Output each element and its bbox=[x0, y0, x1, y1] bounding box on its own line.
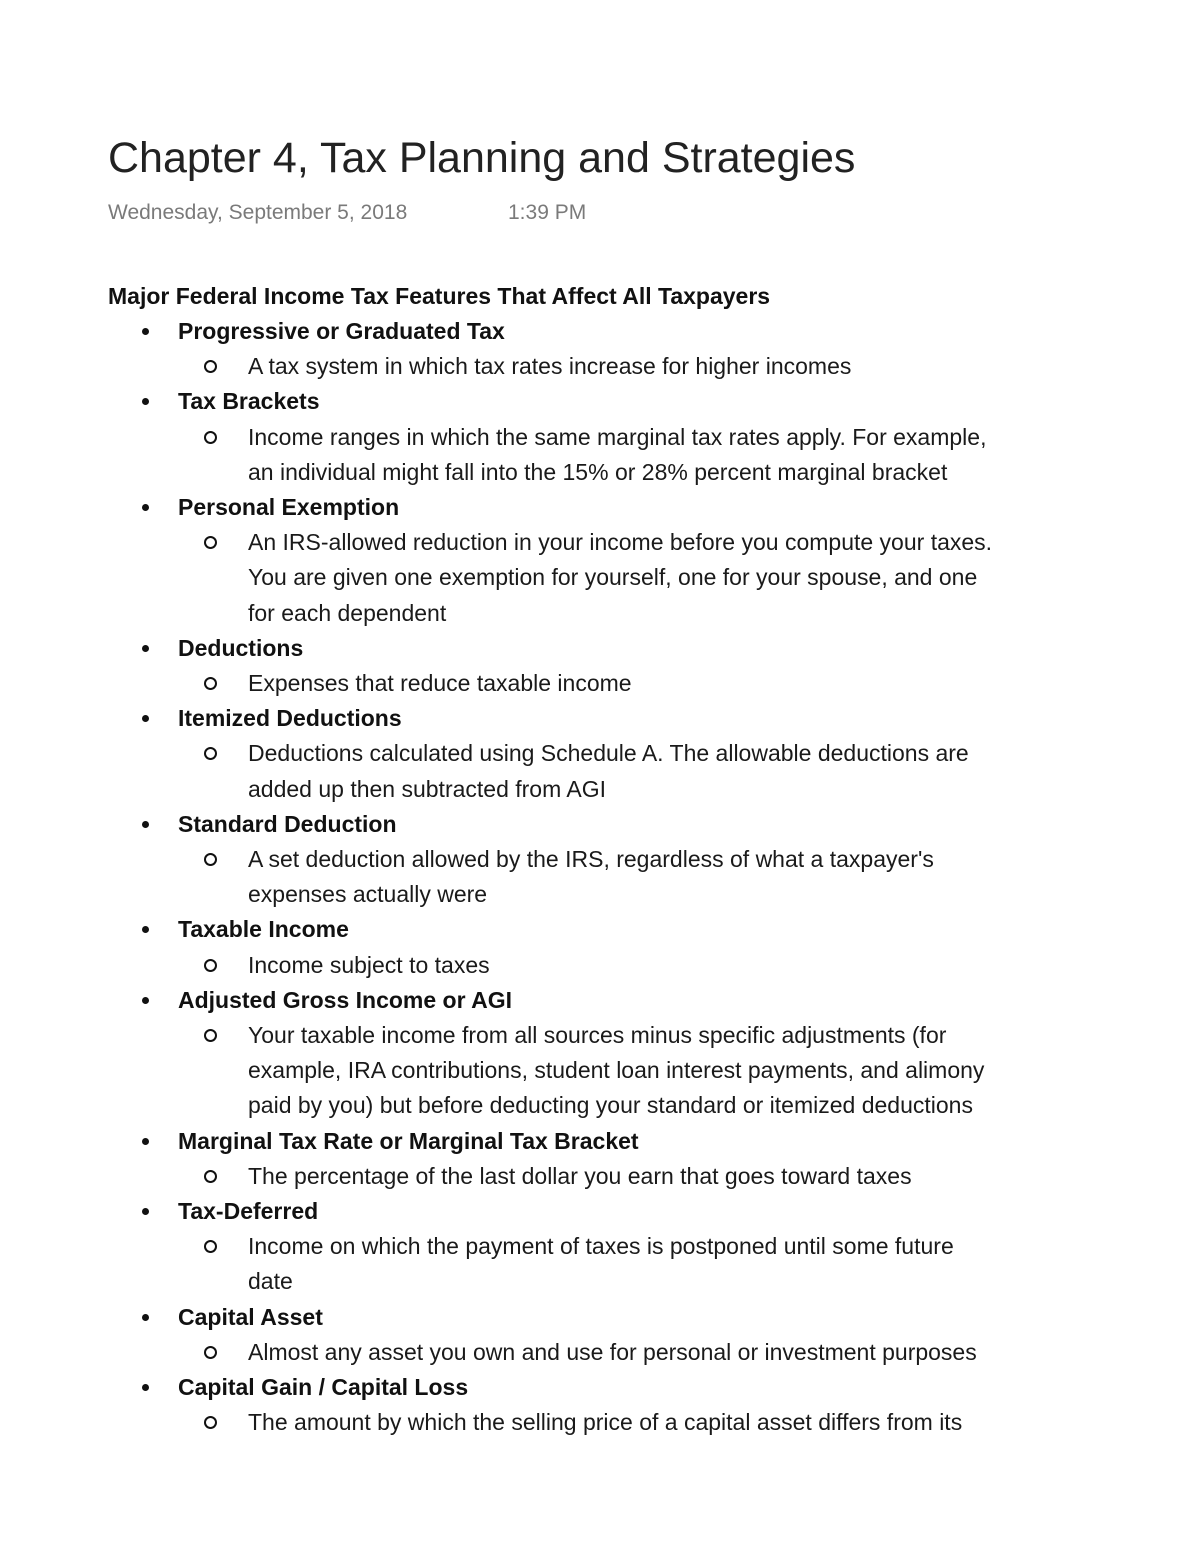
bullet-icon bbox=[139, 1370, 153, 1405]
definition-line: An IRS-allowed reduction in your income before you compute your taxes. bbox=[248, 529, 993, 556]
term-item bbox=[0, 490, 1200, 631]
definition-text bbox=[248, 1229, 1128, 1299]
term-name: Capital Asset bbox=[178, 1303, 323, 1330]
sub-bullet-icon bbox=[204, 1029, 217, 1042]
definition-text bbox=[248, 736, 1128, 806]
definition-text bbox=[248, 1335, 1128, 1370]
sub-bullet-icon bbox=[204, 360, 217, 373]
sub-bullet-icon bbox=[204, 1346, 217, 1359]
definition-line: Almost any asset you own and use for personal or investment purposes bbox=[248, 1338, 977, 1365]
sub-bullet-icon bbox=[204, 1416, 217, 1429]
definition-text bbox=[248, 349, 1128, 384]
definition-line: A set deduction allowed by the IRS, regardless of what a taxpayer's bbox=[248, 845, 934, 872]
term-definition bbox=[0, 349, 1200, 384]
definition-line: Your taxable income from all sources minus specific adjustments (for bbox=[248, 1021, 947, 1048]
bullet-icon bbox=[139, 912, 153, 947]
sub-bullet-icon bbox=[204, 959, 217, 972]
note-timestamp bbox=[108, 198, 587, 228]
term-name: Tax Brackets bbox=[178, 388, 320, 415]
definition-line: The amount by which the selling price of a capital asset differs from its bbox=[248, 1409, 963, 1436]
bullet-icon bbox=[139, 701, 153, 736]
term-definition bbox=[0, 666, 1200, 701]
definition-text bbox=[248, 1159, 1128, 1194]
definition-text bbox=[248, 948, 1128, 983]
term-definition bbox=[0, 736, 1200, 806]
term-row bbox=[0, 1124, 1200, 1159]
definition-line: Income ranges in which the same marginal tax rates apply. For example, bbox=[248, 423, 987, 450]
term-name: Personal Exemption bbox=[178, 493, 400, 520]
term-definition bbox=[0, 525, 1200, 631]
note-time: 1:39 PM bbox=[508, 201, 587, 224]
term-name: Marginal Tax Rate or Marginal Tax Bracket bbox=[178, 1127, 639, 1154]
term-row bbox=[0, 384, 1200, 419]
term-row bbox=[0, 490, 1200, 525]
section-heading: Major Federal Income Tax Features That Affect All Taxpayers bbox=[108, 283, 771, 309]
term-definition bbox=[0, 1229, 1200, 1299]
definition-line: You are given one exemption for yourself, one for your spouse, and one bbox=[248, 564, 978, 591]
definition-line: Expenses that reduce taxable income bbox=[248, 669, 632, 696]
term-name: Tax-Deferred bbox=[178, 1197, 319, 1224]
term-item bbox=[0, 631, 1200, 701]
definition-line: Income subject to taxes bbox=[248, 951, 490, 978]
sub-bullet-icon bbox=[204, 1170, 217, 1183]
bullet-icon bbox=[139, 807, 153, 842]
definition-line: for each dependent bbox=[248, 599, 447, 626]
term-name: Adjusted Gross Income or AGI bbox=[178, 986, 512, 1013]
term-name: Itemized Deductions bbox=[178, 705, 402, 732]
bullet-icon bbox=[139, 1194, 153, 1229]
bullet-icon bbox=[139, 983, 153, 1018]
definition-text bbox=[248, 1405, 1128, 1440]
definition-line: expenses actually were bbox=[248, 881, 488, 908]
definition-line: The percentage of the last dollar you earn that goes toward taxes bbox=[248, 1162, 912, 1189]
term-row bbox=[0, 314, 1200, 349]
sub-bullet-icon bbox=[204, 536, 217, 549]
term-definition bbox=[0, 1405, 1200, 1440]
page-title: Chapter 4, Tax Planning and Strategies bbox=[108, 134, 856, 182]
definition-text bbox=[248, 842, 1128, 912]
terms-list bbox=[0, 314, 1200, 1440]
definition-text bbox=[248, 420, 1128, 490]
term-item bbox=[0, 1300, 1200, 1370]
term-row bbox=[0, 1300, 1200, 1335]
sub-bullet-icon bbox=[204, 431, 217, 444]
bullet-icon bbox=[139, 631, 153, 666]
sub-bullet-icon bbox=[204, 747, 217, 760]
bullet-icon bbox=[139, 1124, 153, 1159]
term-item bbox=[0, 384, 1200, 490]
term-item bbox=[0, 807, 1200, 913]
definition-line: example, IRA contributions, student loan interest payments, and alimony bbox=[248, 1057, 985, 1084]
definition-line: an individual might fall into the 15% or 28% percent marginal bracket bbox=[248, 458, 948, 485]
term-row bbox=[0, 912, 1200, 947]
definition-text bbox=[248, 525, 1128, 631]
term-name: Progressive or Graduated Tax bbox=[178, 318, 505, 344]
term-item bbox=[0, 314, 1200, 384]
sub-bullet-icon bbox=[204, 853, 217, 866]
term-name: Capital Gain / Capital Loss bbox=[178, 1373, 469, 1400]
term-item bbox=[0, 701, 1200, 807]
term-item bbox=[0, 912, 1200, 982]
term-item bbox=[0, 1124, 1200, 1194]
term-row bbox=[0, 1370, 1200, 1405]
term-item bbox=[0, 1370, 1200, 1440]
term-definition bbox=[0, 948, 1200, 983]
term-definition bbox=[0, 1018, 1200, 1124]
term-name: Standard Deduction bbox=[178, 810, 397, 837]
term-definition bbox=[0, 842, 1200, 912]
term-row bbox=[0, 807, 1200, 842]
definition-line: Deductions calculated using Schedule A. The allowable deductions are bbox=[248, 740, 969, 767]
term-name: Deductions bbox=[178, 634, 304, 661]
definition-line: date bbox=[248, 1268, 293, 1295]
term-item bbox=[0, 983, 1200, 1124]
term-name: Taxable Income bbox=[178, 916, 349, 943]
term-definition bbox=[0, 420, 1200, 490]
definition-line: added up then subtracted from AGI bbox=[248, 775, 607, 802]
term-row bbox=[0, 631, 1200, 666]
sub-bullet-icon bbox=[204, 677, 217, 690]
sub-bullet-icon bbox=[204, 1240, 217, 1253]
note-date: Wednesday, September 5, 2018 bbox=[108, 201, 408, 224]
definition-text bbox=[248, 666, 1128, 701]
term-row bbox=[0, 983, 1200, 1018]
bullet-icon bbox=[139, 1300, 153, 1335]
term-item bbox=[0, 1194, 1200, 1300]
definition-line: A tax system in which tax rates increase for higher incomes bbox=[248, 353, 852, 380]
bullet-icon bbox=[139, 490, 153, 525]
term-row bbox=[0, 1194, 1200, 1229]
bullet-icon bbox=[139, 314, 153, 349]
term-row bbox=[0, 701, 1200, 736]
term-definition bbox=[0, 1159, 1200, 1194]
definition-line: Income on which the payment of taxes is postponed until some future bbox=[248, 1233, 954, 1260]
definition-text bbox=[248, 1018, 1128, 1124]
term-definition bbox=[0, 1335, 1200, 1370]
definition-line: paid by you) but before deducting your standard or itemized deductions bbox=[248, 1092, 973, 1119]
bullet-icon bbox=[139, 384, 153, 419]
